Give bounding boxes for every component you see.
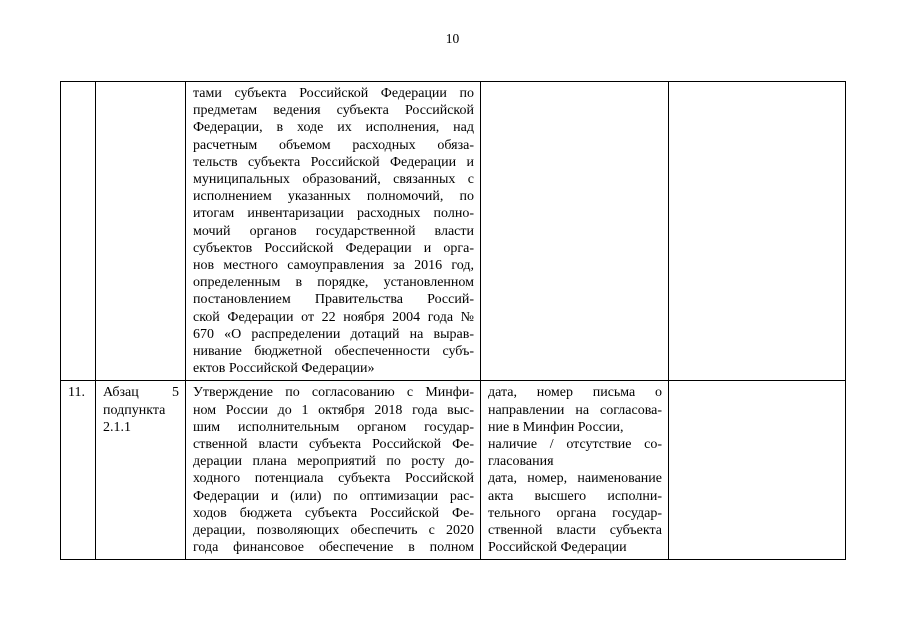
paragraph [103, 384, 179, 436]
text-line: ектов Российской Федерации» [193, 361, 375, 377]
table-row [61, 381, 846, 560]
text-line: нивание бюджетной обеспеченности субъ- [193, 344, 474, 360]
text-line: шим исполнительным органом государ- [193, 419, 474, 435]
text-line: ние в Минфин России, [488, 419, 624, 435]
requirement-cell [186, 381, 481, 560]
compliance-table [60, 81, 846, 560]
text-line: гласования [488, 454, 554, 470]
text-line: ходов бюджета субъекта Российской Фе- [193, 505, 474, 521]
text-line: ходного потенциала субъекта Российской [193, 471, 474, 487]
text-line: ном России до 1 октября 2018 года выс- [193, 402, 474, 418]
text-line: акта высшего исполни- [488, 488, 662, 504]
row-number-cell [61, 381, 96, 560]
text-line: 11. [68, 385, 85, 401]
text-line: Федерации, в ходе их исполнения, над [193, 120, 474, 136]
table-body [61, 82, 846, 560]
notes-cell [669, 381, 846, 560]
requirement-cell [186, 82, 481, 381]
notes-cell [669, 82, 846, 381]
documents-cell [481, 381, 669, 560]
text-line: дерации плана мероприятий по росту до- [193, 454, 474, 470]
paragraph [488, 470, 662, 556]
text-line: тами субъекта Российской Федерации по [193, 86, 474, 101]
text-line: 2.1.1 [103, 419, 131, 435]
provision-ref-cell [96, 381, 186, 560]
text-line: дата, номер, наименование [488, 471, 662, 487]
text-line: предметам ведения субъекта Российской [193, 103, 474, 119]
text-line: исполнением указанных полномочий, по [193, 189, 474, 205]
row-number-cell [61, 82, 96, 381]
text-line: наличие / отсутствие со- [488, 437, 662, 453]
paragraph [193, 85, 474, 377]
text-line: ственной власти субъекта Российской Фе- [193, 437, 474, 453]
paragraph [488, 384, 662, 436]
text-line: определенным в порядке, установленном [193, 275, 474, 291]
text-line: Федерации и (или) по оптимизации рас- [193, 488, 474, 504]
text-line: подпункта [103, 402, 166, 418]
page-number: 10 [445, 31, 460, 46]
text-line: Утверждение по согласованию с Минфи- [193, 385, 474, 401]
documents-cell [481, 82, 669, 381]
text-line: направлении на согласова- [488, 402, 662, 418]
text-line: итогам инвентаризации расходных полно- [193, 206, 474, 222]
text-line: Абзац 5 [103, 385, 179, 401]
text-line: ственной власти субъекта [488, 523, 662, 539]
text-line: ской Федерации от 22 ноября 2004 года № [193, 309, 474, 325]
provision-ref-cell [96, 82, 186, 381]
table-row [61, 82, 846, 381]
paragraph [193, 384, 474, 556]
text-line: муниципальных образований, связанных с [193, 172, 474, 188]
text-line: дата, номер письма о [488, 385, 662, 401]
text-line: расчетным объемом расходных обяза- [193, 137, 474, 153]
text-line: Российской Федерации [488, 540, 627, 556]
text-line: нов местного самоуправления за 2016 год, [193, 258, 474, 274]
text-line: тельного органа государ- [488, 505, 662, 521]
text-line: дерации, позволяющих обеспечить с 2020 [193, 523, 474, 539]
text-line: тельств субъекта Российской Федерации и [193, 154, 474, 170]
text-line: 670 «О распределении дотаций на вырав- [193, 326, 474, 342]
text-line: постановлением Правительства Россий- [193, 292, 474, 308]
text-line: мочий органов государственной власти [193, 223, 474, 239]
text-line: года финансовое обеспечение в полном [193, 540, 474, 556]
paragraph [68, 384, 89, 401]
text-line: субъектов Российской Федерации и орга- [193, 240, 474, 256]
paragraph [488, 436, 662, 470]
